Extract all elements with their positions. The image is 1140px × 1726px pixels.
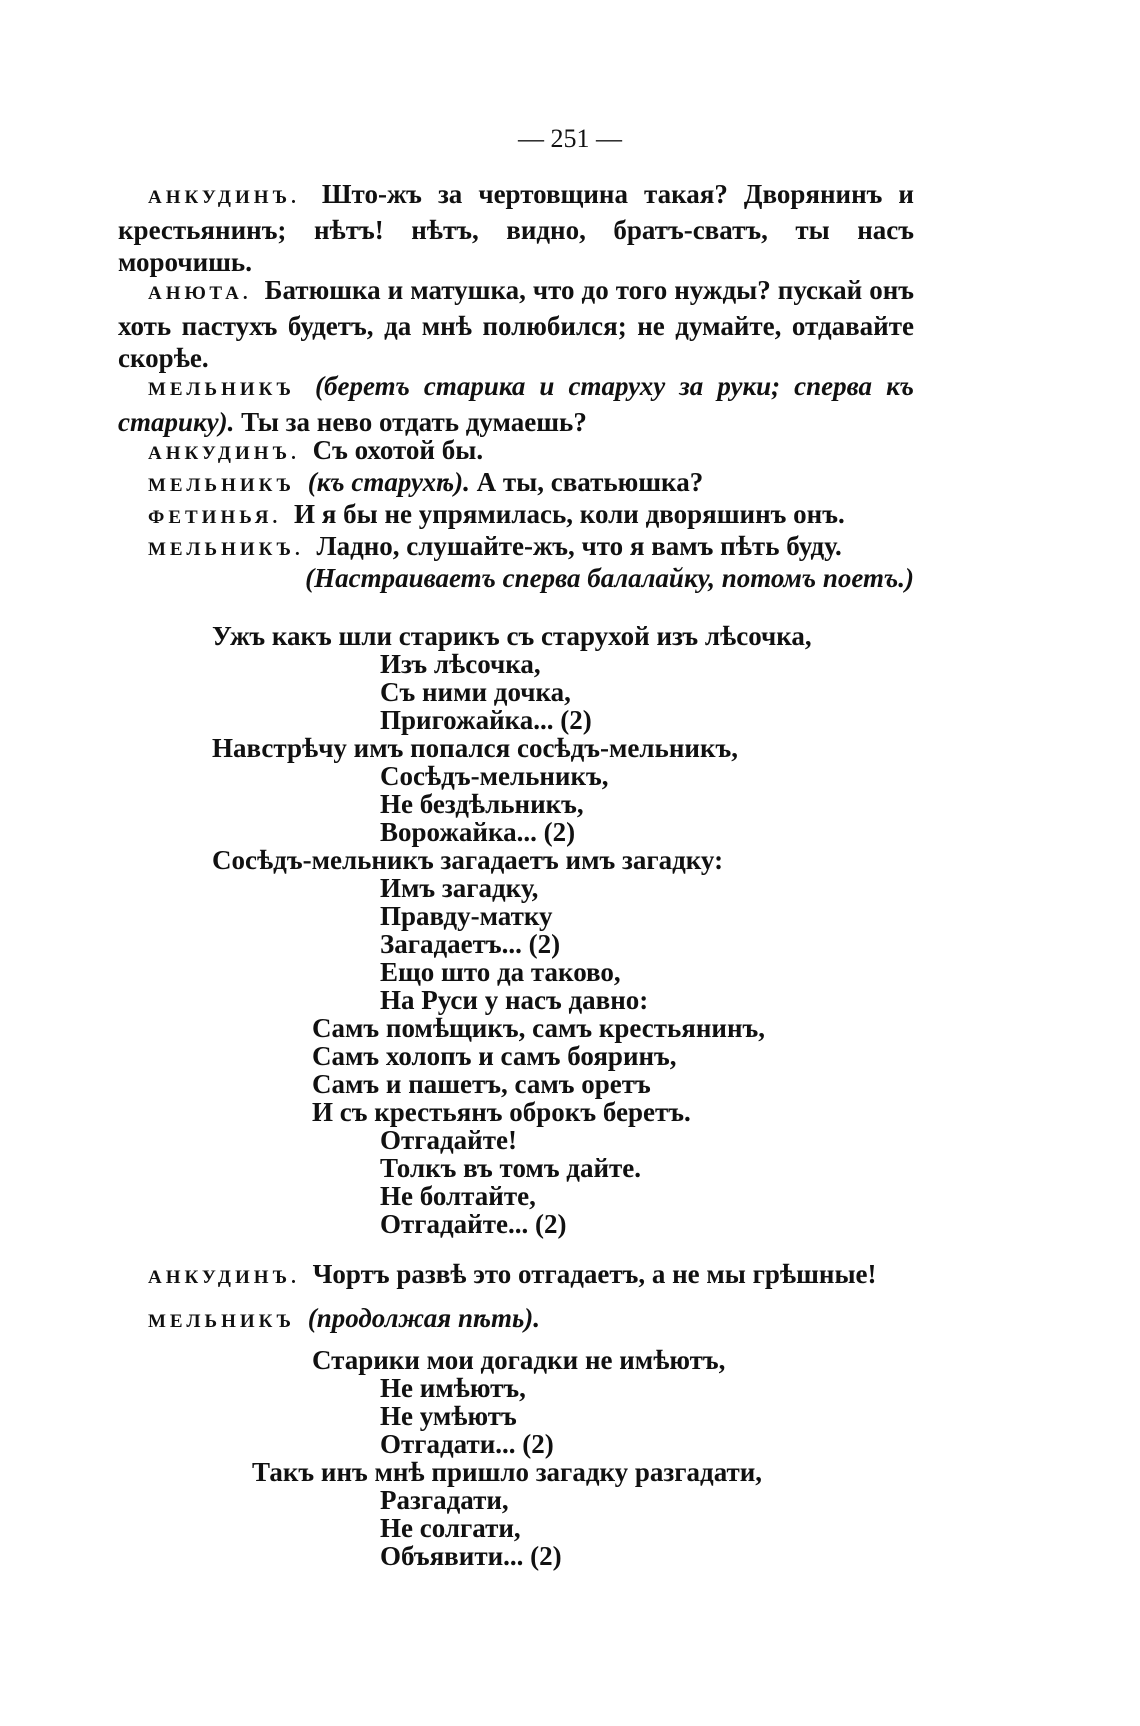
stage-direction: (къ старухѣ). xyxy=(307,467,470,497)
stage-direction-line xyxy=(118,562,914,594)
song-line: Объявити... (2) xyxy=(380,1541,562,1571)
speech-text: Што-жъ за чертовщина такая? Дворянинъ и крестьянинъ; нѣтъ! нѣтъ, видно, братъ-сватъ, ты насъ морочишь. xyxy=(118,179,914,277)
dialogue-paragraph xyxy=(118,1258,914,1294)
song-line: Старики мои догадки не имѣютъ, xyxy=(312,1345,726,1375)
speaker-name: МЕЛЬНИКЪ. xyxy=(148,539,304,560)
song-line: Сосѣдъ-мельникъ, xyxy=(380,761,609,791)
song-line: Сосѣдъ-мельникъ загадаетъ имъ загадку: xyxy=(212,845,724,875)
dialogue-paragraph xyxy=(118,466,914,502)
song-line: Такъ инъ мнѣ пришло загадку разгадати, xyxy=(252,1457,763,1487)
page-number: — 251 — xyxy=(518,124,622,153)
song-line: Имъ загадку, xyxy=(380,873,539,903)
song-line: Ещо што да таково, xyxy=(380,957,621,987)
speaker-name: АНЮТА. xyxy=(148,283,252,304)
speech-text: А ты, сватьюшка? xyxy=(476,467,704,497)
speaker-name: МЕЛЬНИКЪ xyxy=(148,475,295,496)
speaker-name: МЕЛЬНИКЪ xyxy=(148,1311,295,1332)
speech-text: Съ охотой бы. xyxy=(312,435,484,465)
speaker-name: АНКУДИНЪ. xyxy=(148,443,300,464)
speech-text: Ладно, слушайте-жъ, что я вамъ пѣть буду. xyxy=(316,531,842,561)
speech-text: Батюшка и матушка, что до того нужды? пускай онъ хоть пастухъ будетъ, да мнѣ полюбился; не думайте, отдавайте скорѣе. xyxy=(118,275,915,373)
song-line: Самъ и пашетъ, самъ оретъ xyxy=(312,1069,651,1099)
song-line: Загадаетъ... (2) xyxy=(380,929,561,959)
song-line: Не солгати, xyxy=(380,1513,521,1543)
song-line: Не умѣютъ xyxy=(380,1401,517,1431)
song-line: Самъ холопъ и самъ бояринъ, xyxy=(312,1041,677,1071)
song-line: Ворожайка... (2) xyxy=(380,817,576,847)
song-line: На Руси у насъ давно: xyxy=(380,985,649,1015)
stage-direction: (Настраиваетъ сперва балалайку, потомъ поетъ.) xyxy=(305,563,914,593)
song-line: Толкъ въ томъ дайте. xyxy=(380,1153,642,1183)
dialogue-paragraph xyxy=(118,530,914,566)
song-line: Ужъ какъ шли старикъ съ старухой изъ лѣсочка, xyxy=(212,621,812,651)
speech-text: Ты за нево отдать думаешь? xyxy=(241,407,587,437)
song-line: Отгадати... (2) xyxy=(380,1429,554,1459)
stage-direction: (продолжая пѣть). xyxy=(307,1303,541,1333)
dialogue-paragraph xyxy=(118,370,914,438)
speaker-name: ФЕТИНЬЯ. xyxy=(148,507,282,528)
dialogue-paragraph xyxy=(118,178,914,278)
song-line: Не болтайте, xyxy=(380,1181,536,1211)
song-line: Пригожайка... (2) xyxy=(380,705,592,735)
song-line: Не бездѣльникъ, xyxy=(380,789,584,819)
song-line: Изъ лѣсочка, xyxy=(380,649,541,679)
song-line: Отгадайте... (2) xyxy=(380,1209,567,1239)
speaker-name: АНКУДИНЪ. xyxy=(148,1267,300,1288)
dialogue-paragraph xyxy=(118,498,914,534)
dialogue-paragraph xyxy=(118,274,914,374)
speaker-name: МЕЛЬНИКЪ xyxy=(148,379,295,400)
song-line: И съ крестьянъ оброкъ беретъ. xyxy=(312,1097,691,1127)
song-line: Разгадати, xyxy=(380,1485,509,1515)
speech-text: И я бы не упрямилась, коли дворяшинъ онъ. xyxy=(294,499,845,529)
dialogue-paragraph xyxy=(118,434,914,470)
speech-text: Чортъ развѣ это отгадаетъ, а не мы грѣшные! xyxy=(312,1259,877,1289)
song-line: Навстрѣчу имъ попался сосѣдъ-мельникъ, xyxy=(212,733,738,763)
song-line: Правду-матку xyxy=(380,901,553,931)
stage-direction: (беретъ старика и старуху за руки; сперва къ старику). xyxy=(118,371,915,437)
song-line: Съ ними дочка, xyxy=(380,677,571,707)
song-line: Самъ помѣщикъ, самъ крестьянинъ, xyxy=(312,1013,766,1043)
speaker-name: АНКУДИНЪ. xyxy=(148,187,300,208)
song-line: Не имѣютъ, xyxy=(380,1373,526,1403)
song-line: Отгадайте! xyxy=(380,1125,517,1155)
dialogue-paragraph xyxy=(118,1302,914,1338)
